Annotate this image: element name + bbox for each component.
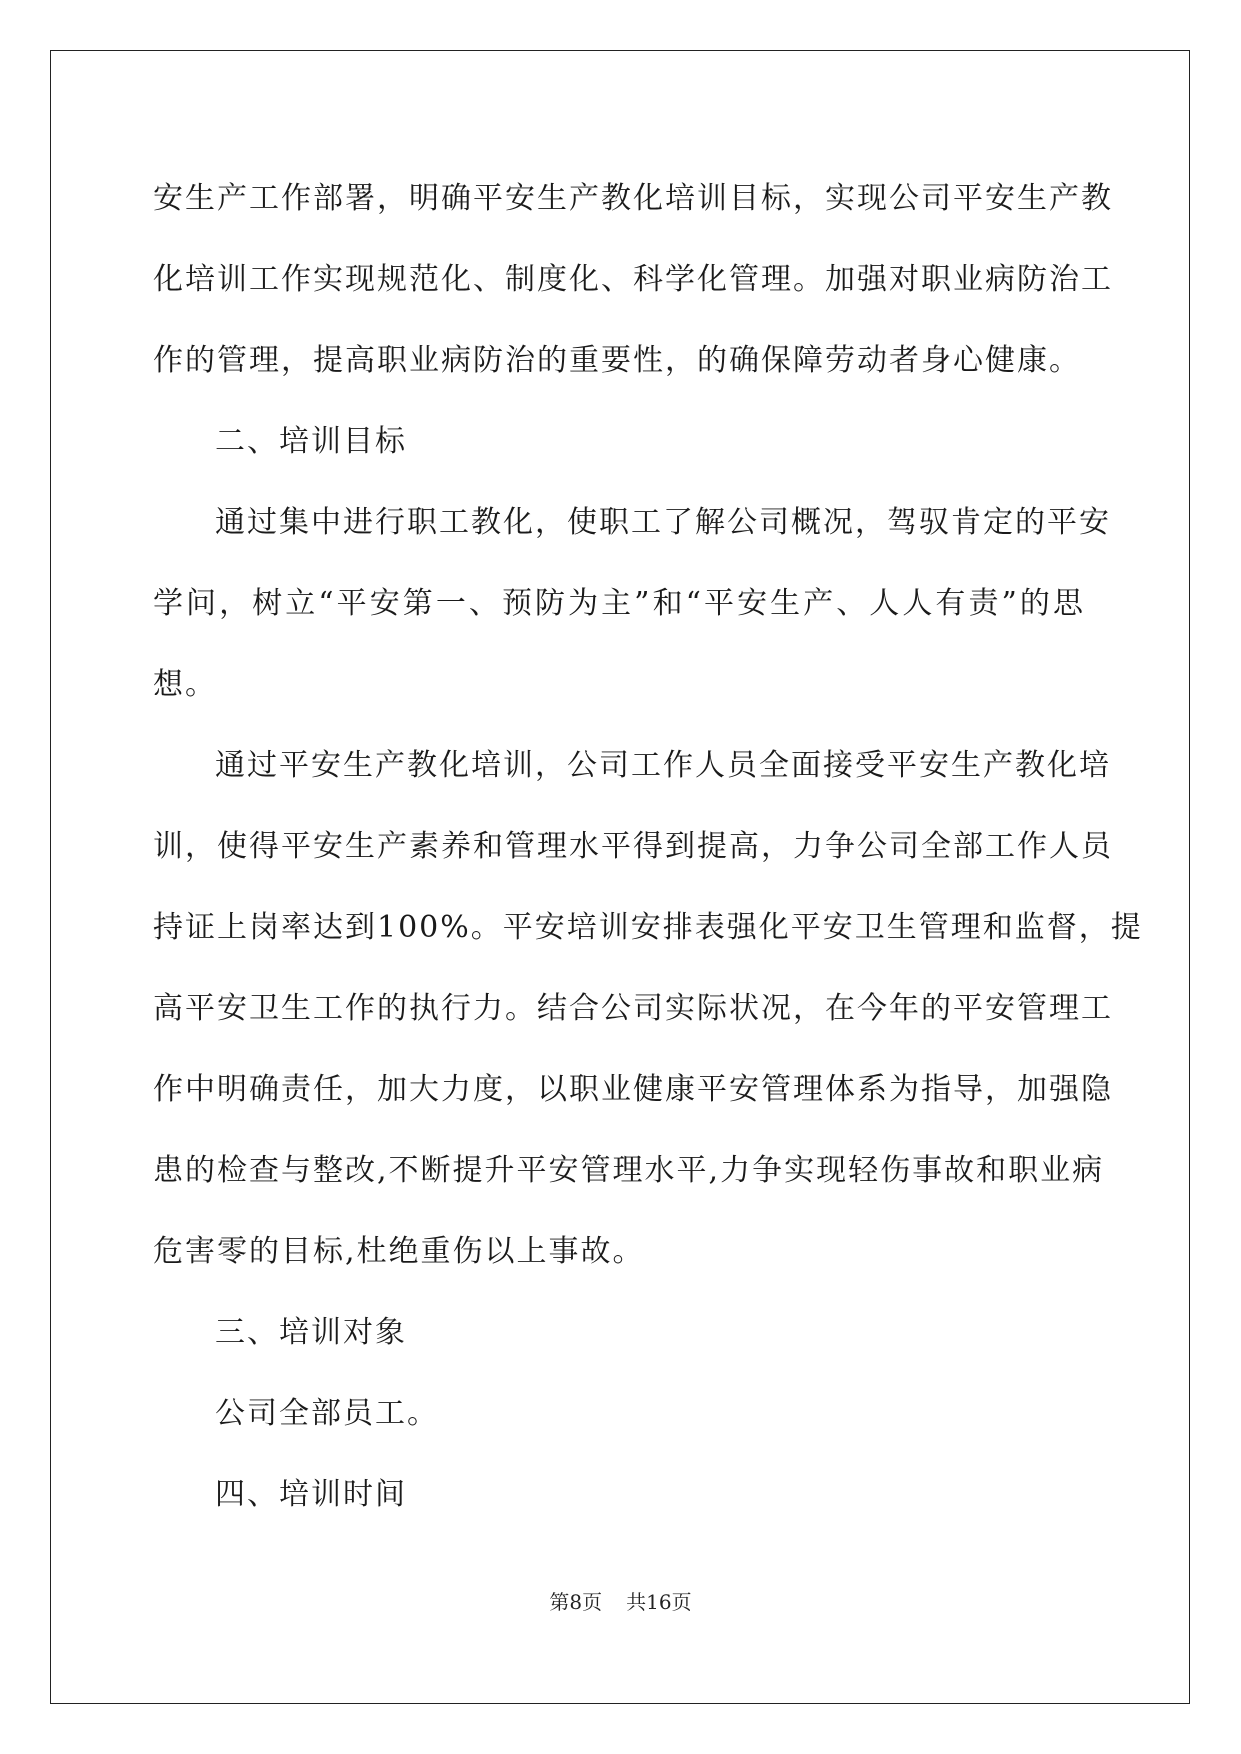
text-line: 化培训工作实现规范化、制度化、科学化管理。加强对职业病防治工 (153, 262, 1113, 297)
section-heading: 二、培训目标 (215, 424, 407, 459)
page-total: 共16页 (626, 1590, 692, 1614)
text-line: 通过平安生产教化培训，公司工作人员全面接受平安生产教化培 (215, 748, 1111, 783)
section-heading: 三、培训对象 (215, 1315, 407, 1350)
paragraph-continuation (153, 158, 1113, 401)
text-line: 高平安卫生工作的执行力。结合公司实际状况，在今年的平安管理工 (153, 991, 1113, 1026)
text-line: 危害零的目标,杜绝重伤以上事故。 (153, 1234, 645, 1269)
text-line: 患的检查与整改,不断提升平安管理水平,力争实现轻伤事故和职业病 (153, 1153, 1105, 1188)
section-heading-goals (153, 401, 1085, 482)
text-line: 训，使得平安生产素养和管理水平得到提高，力争公司全部工作人员 (153, 829, 1113, 864)
section-heading-audience (153, 1292, 1085, 1373)
paragraph-goals-2 (153, 725, 1143, 1292)
section-heading: 四、培训时间 (215, 1477, 407, 1512)
text-line: 公司全部员工。 (215, 1396, 439, 1431)
document-body (153, 158, 1143, 1535)
page-number: 第8页 (549, 1590, 603, 1614)
text-line: 作的管理，提高职业病防治的重要性，的确保障劳动者身心健康。 (153, 343, 1081, 378)
paragraph-goals-1 (153, 482, 1111, 725)
text-line: 持证上岗率达到100%。平安培训安排表强化平安卫生管理和监督，提 (153, 910, 1143, 945)
text-line: 安生产工作部署，明确平安生产教化培训目标，实现公司平安生产教 (153, 181, 1113, 216)
section-heading-time (153, 1454, 1085, 1535)
text-line: 通过集中进行职工教化，使职工了解公司概况，驾驭肯定的平安 (215, 505, 1111, 540)
paragraph-audience (153, 1373, 1085, 1454)
text-line: 作中明确责任，加大力度，以职业健康平安管理体系为指导，加强隐 (153, 1072, 1113, 1107)
text-line: 想。 (153, 667, 217, 702)
page-footer (0, 1586, 1241, 1615)
text-line: 学问，树立“平安第一、预防为主”和“平安生产、人人有责”的思 (153, 586, 1085, 621)
